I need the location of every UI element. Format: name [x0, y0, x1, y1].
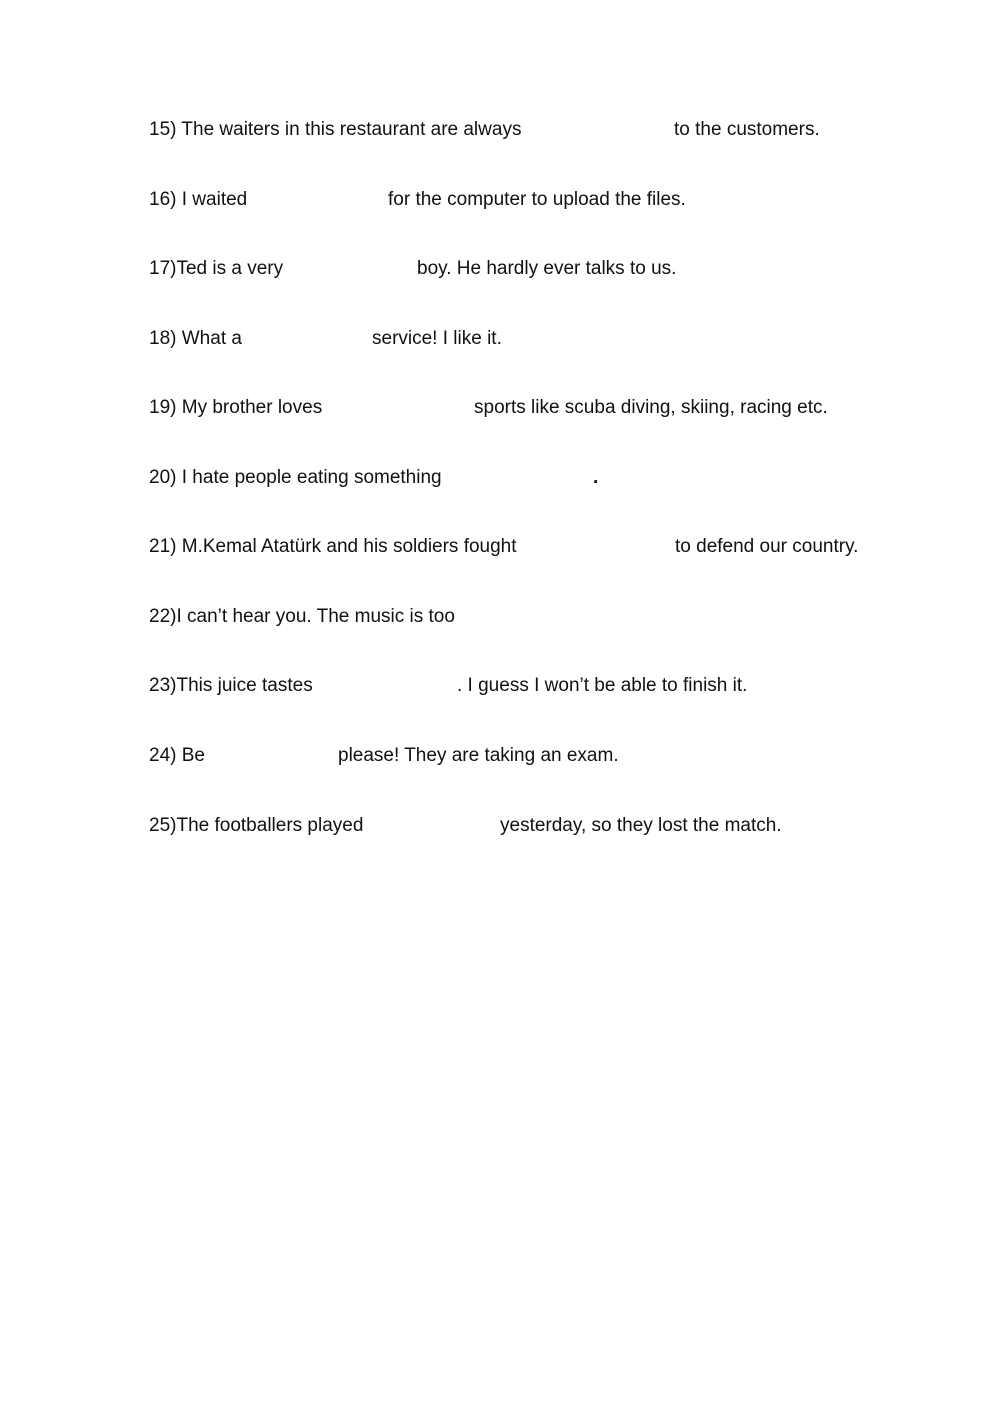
- question-number: 21): [149, 536, 177, 557]
- question-text-after: boy. He hardly ever talks to us.: [417, 258, 677, 279]
- question-20-text: [149, 467, 442, 489]
- question-22-text: [149, 606, 455, 628]
- question-number: 18): [149, 328, 177, 349]
- question-text-after: to the customers.: [674, 119, 820, 140]
- question-text-before: I can’t hear you. The music is too: [176, 606, 455, 627]
- question-text-after: yesterday, so they lost the match.: [500, 815, 782, 836]
- question-21-text: [149, 536, 517, 558]
- question-number: 16): [149, 189, 177, 210]
- question-16-text: [149, 189, 247, 211]
- question-text-before: M.Kemal Atatürk and his soldiers fought: [181, 536, 517, 557]
- question-text-after: sports like scuba diving, skiing, racing etc.: [474, 397, 828, 418]
- question-text-after: .: [593, 467, 599, 488]
- question-text-after: please! They are taking an exam.: [338, 745, 619, 766]
- question-number: 25): [149, 815, 177, 836]
- question-number: 17): [149, 258, 177, 279]
- question-text-before: I waited: [181, 189, 248, 210]
- question-15-text: [149, 119, 521, 141]
- question-24-text: [149, 745, 205, 767]
- question-text-before: The waiters in this restaurant are always: [181, 119, 522, 140]
- question-text-before: What a: [181, 328, 242, 349]
- question-text-after: for the computer to upload the files.: [388, 189, 686, 210]
- question-23-text: [149, 675, 313, 697]
- question-number: 22): [149, 606, 177, 627]
- question-25-text: [149, 815, 363, 837]
- question-18-text: [149, 328, 242, 350]
- question-text-before: This juice tastes: [176, 675, 313, 696]
- question-text-before: Be: [181, 745, 205, 766]
- question-number: 20): [149, 467, 177, 488]
- question-text-after: . I guess I won’t be able to finish it.: [457, 675, 748, 696]
- question-number: 24): [149, 745, 177, 766]
- question-text-before: My brother loves: [181, 397, 323, 418]
- question-text-before: The footballers played: [176, 815, 364, 836]
- question-19-text: [149, 397, 322, 419]
- question-number: 19): [149, 397, 177, 418]
- question-17-text: [149, 258, 283, 280]
- question-text-before: I hate people eating something: [181, 467, 442, 488]
- question-number: 23): [149, 675, 177, 696]
- question-number: 15): [149, 119, 177, 140]
- question-text-before: Ted is a very: [176, 258, 284, 279]
- question-text-after: to defend our country.: [675, 536, 859, 557]
- question-text-after: service! I like it.: [372, 328, 502, 349]
